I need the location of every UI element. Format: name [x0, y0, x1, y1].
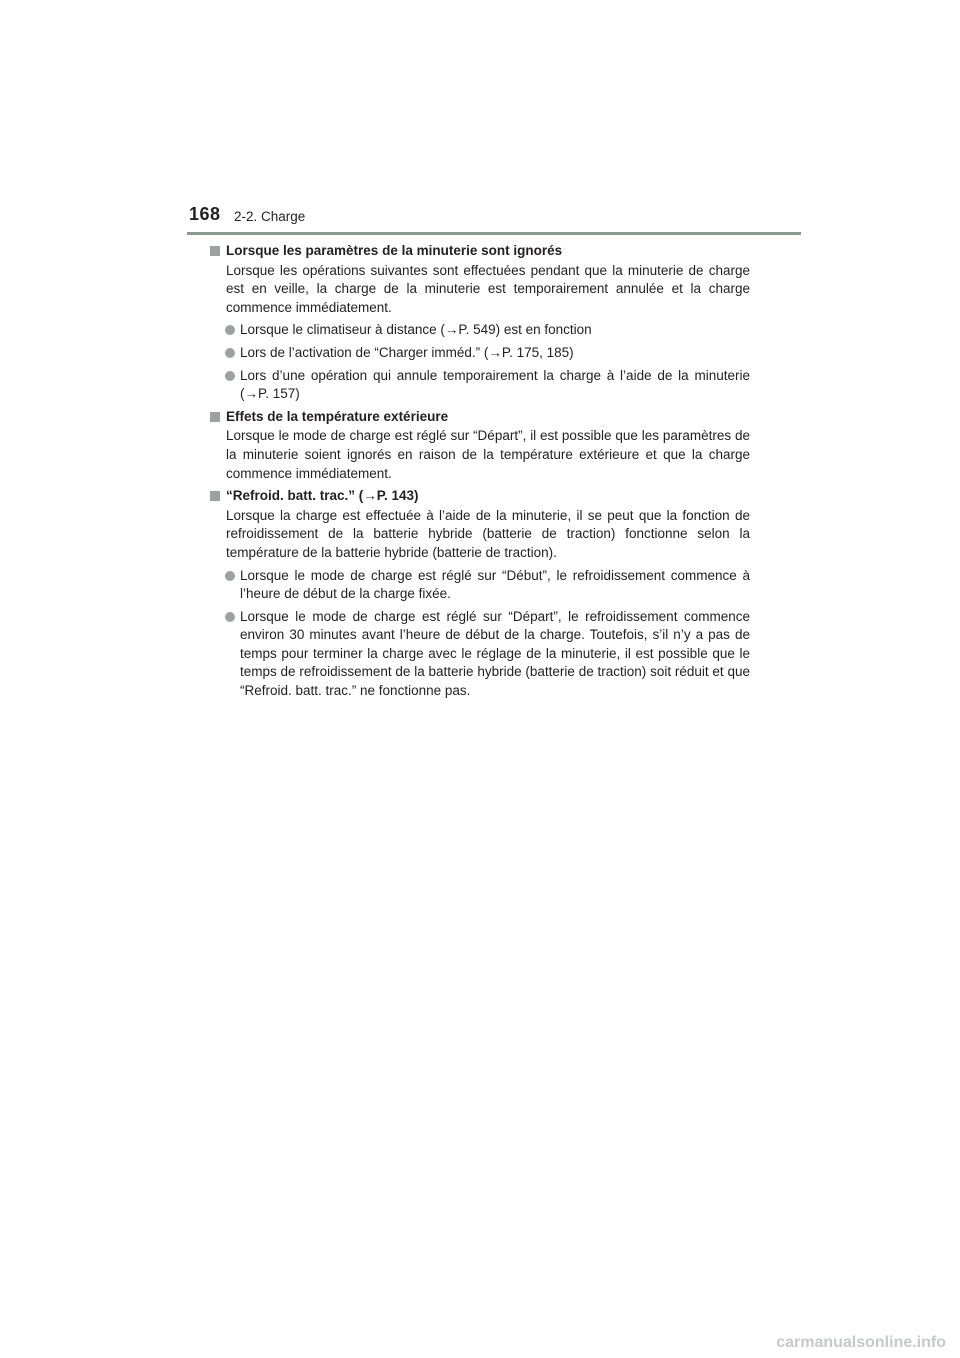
page-header [187, 204, 801, 234]
page-number: 168 [189, 204, 221, 224]
round-bullet-icon [225, 612, 235, 622]
list-item [210, 367, 750, 404]
header-divider [187, 232, 801, 235]
section-heading [210, 242, 750, 261]
section-heading [210, 408, 750, 427]
section-battery-cooling [210, 487, 750, 701]
list-item [210, 567, 750, 604]
square-bullet-icon [210, 412, 220, 422]
square-bullet-icon [210, 491, 220, 501]
list-item-text: Lorsque le climatiseur à distance (→P. 549) est en fonction [240, 322, 592, 338]
section-outside-temperature [210, 408, 750, 483]
page-content [210, 242, 750, 705]
section-paragraph: Lorsque les opérations suivantes sont effectuées pendant que la minuterie de charge est en veille, la charge de la minuterie est temporairement annulée et la charge commence immédiatement. [226, 262, 750, 315]
footer-watermark: carmanualsonline.info [776, 1334, 946, 1351]
section-heading-text: Effets de la température extérieure [226, 408, 449, 424]
list-item [210, 344, 750, 363]
section-timer-ignored [210, 242, 750, 404]
section-heading-text: “Refroid. batt. trac.” (→P. 143) [226, 488, 419, 504]
section-heading [210, 487, 750, 506]
round-bullet-icon [225, 371, 235, 381]
section-paragraph: Lorsque la charge est effectuée à l’aide de la minuterie, il se peut que la fonction de refroidissement de la batterie hybride (batterie de traction) fonctionne selon la température de la batterie hybride (batterie de traction). [226, 507, 750, 560]
section-paragraph: Lorsque le mode de charge est réglé sur “Départ”, il est possible que les paramètres de la minuterie soient ignorés en raison de la température extérieure et que la charge commence immédiatement. [226, 428, 750, 481]
list-item [210, 321, 750, 340]
section-title: 2-2. Charge [234, 209, 306, 224]
round-bullet-icon [225, 325, 235, 335]
list-item-text: Lors de l’activation de “Charger imméd.” (→P. 175, 185) [240, 344, 574, 360]
section-heading-text: Lorsque les paramètres de la minuterie sont ignorés [226, 243, 563, 258]
list-item-text: Lors d’une opération qui annule temporairement la charge à l’aide de la minuterie (→P. 157) [240, 367, 750, 402]
round-bullet-icon [225, 348, 235, 358]
list-item-text: Lorsque le mode de charge est réglé sur “Départ”, le refroidissement commence environ 30 minutes avant l’heure de début de la charge. Toutefois, s’il n’y a pas de temps pour terminer la charge avec le réglage de la minuterie, il est possible que le temps de refroidissement de la batterie hybride (batterie de traction) soit réduit et que “Refroid. batt. trac.” ne fonctionne pas. [240, 608, 750, 699]
list-item-text: Lorsque le mode de charge est réglé sur “Début”, le refroidissement commence à l’heure de début de la charge fixée. [240, 567, 750, 602]
list-item [210, 608, 750, 701]
square-bullet-icon [210, 246, 220, 256]
round-bullet-icon [225, 571, 235, 581]
